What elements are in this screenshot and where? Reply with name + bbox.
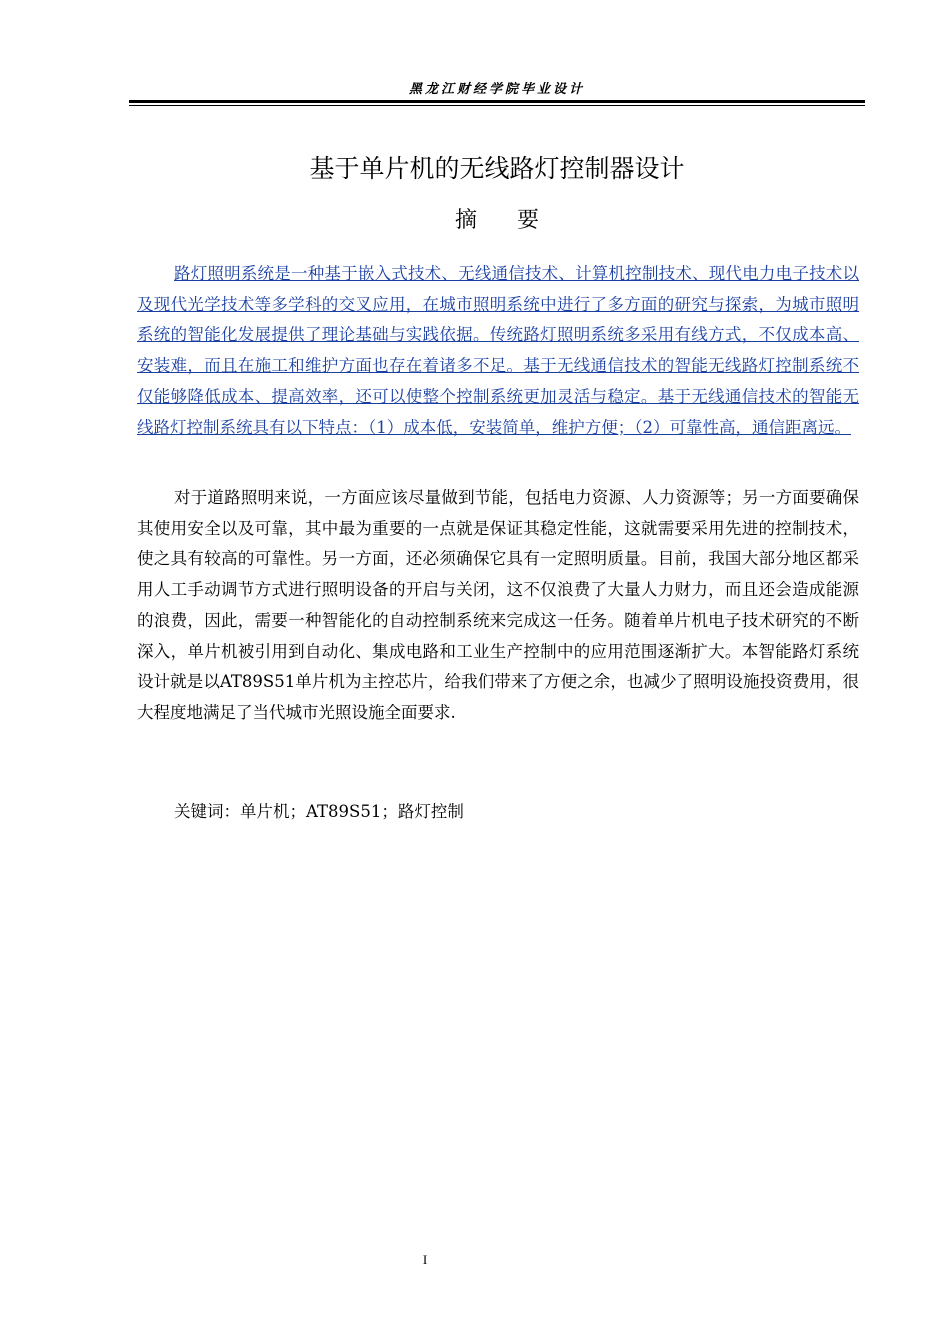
abstract-paragraph-1-link-text[interactable]: 路灯照明系统是一种基于嵌入式技术、无线通信技术、计算机控制技术、现代电力电子技术以及现代光学技术等多学科的交叉应用，在城市照明系统中进行了多方面的研究与探索，为城市照明系统的智能化发展提供了理论基础与实践依据。传统路灯照明系统多采用有线方式，不仅成本高、安装难，而且在施工和维护方面也存在着诸多不足。基于无线通信技术的智能无线路灯控制系统不仅能够降低成本、提高效率，还可以使整个控制系统更加灵活与稳定。基于无线通信技术的智能无线路灯控制系统具有以下特点：（1）成本低，安装简单，维护方便；（2）可靠性高，通信距离远。 <box>137 264 859 437</box>
page-number: I <box>422 1252 428 1267</box>
header-rule <box>129 100 865 103</box>
document-title: 基于单片机的无线路灯控制器设计 <box>309 154 685 183</box>
abstract-paragraph-1[interactable] <box>137 259 859 443</box>
header-rule-thin <box>129 105 865 106</box>
abstract-paragraph-2: 对于道路照明来说，一方面应该尽量做到节能，包括电力资源、人力资源等；另一方面要确保其使用安全以及可靠，其中最为重要的一点就是保证其稳定性能，这就需要采用先进的控制技术，使之具有较高的可靠性。另一方面，还必须确保它具有一定照明质量。目前，我国大部分地区都采用人工手动调节方式进行照明设备的开启与关闭，这不仅浪费了大量人力财力，而且还会造成能源的浪费，因此，需要一种智能化的自动控制系统来完成这一任务。随着单片机电子技术研究的不断深入，单片机被引用到自动化、集成电路和工业生产控制中的应用范围逐渐扩大。本智能路灯系统设计就是以AT89S51单片机为主控芯片，给我们带来了方便之余，也减少了照明设施投资费用，很大程度地满足了当代城市光照设施全面要求. <box>137 488 859 722</box>
keywords-label: 关键词： <box>174 802 240 821</box>
abstract-heading: 摘要 <box>454 208 579 233</box>
keywords-value: 单片机；AT89S51；路灯控制 <box>240 802 464 821</box>
page-header: 黑龙江财经学院毕业设计 <box>408 82 585 97</box>
keywords-line <box>174 799 464 825</box>
